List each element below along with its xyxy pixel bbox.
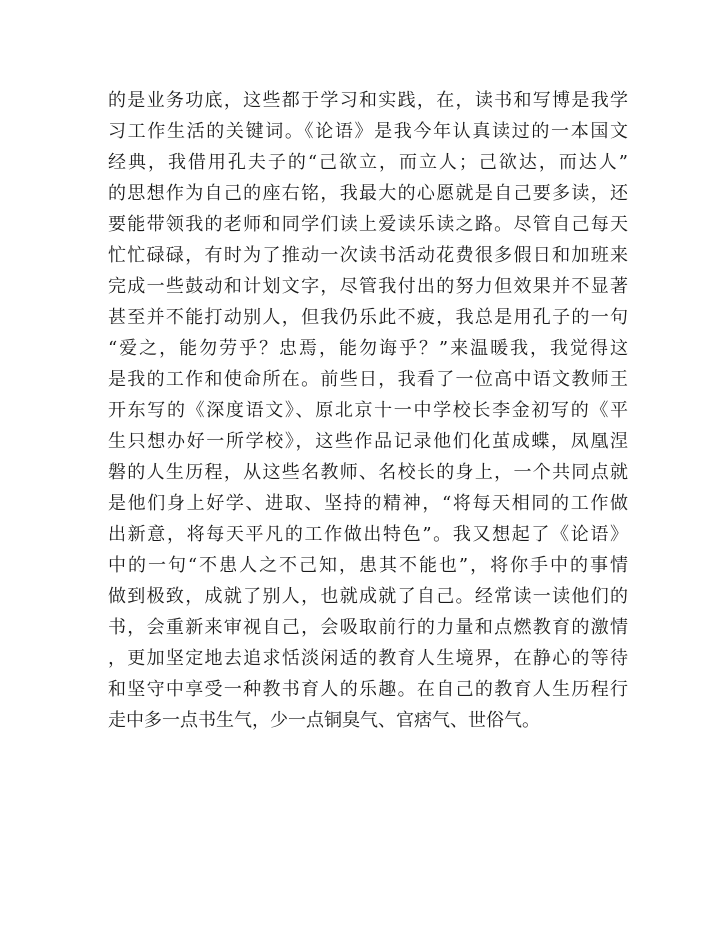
- text-line: 书，会重新来审视自己，会吸取前行的力量和点燃教育的激情: [108, 617, 628, 638]
- body-paragraph: [108, 85, 628, 736]
- text-line: 的思想作为自己的座右铭，我最大的心愿就是自己要多读，还: [108, 183, 628, 204]
- text-line: 生只想办好一所学校》，这些作品记录他们化茧成蝶，凤凰涅: [108, 431, 628, 452]
- text-line: 的是业务功底，这些都于学习和实践，在，读书和写博是我学: [108, 90, 628, 111]
- text-line: “爱之，能勿劳乎？忠焉，能勿诲乎？”来温暖我，我觉得这: [108, 338, 628, 359]
- text-line: 做到极致，成就了别人，也就成就了自己。经常读一读他们的: [108, 586, 628, 607]
- text-line: 是我的工作和使命所在。前些日，我看了一位高中语文教师王: [108, 369, 628, 390]
- text-line: 完成一些鼓动和计划文字，尽管我付出的努力但效果并不显著: [108, 276, 628, 297]
- text-line: 甚至并不能打动别人，但我仍乐此不疲，我总是用孔子的一句: [108, 307, 628, 328]
- text-line: 磐的人生历程，从这些名教师、名校长的身上，一个共同点就: [108, 462, 628, 483]
- text-line: 走中多一点书生气，少一点铜臭气、官痞气、世俗气。: [108, 710, 540, 731]
- text-line: 和坚守中享受一种教书育人的乐趣。在自己的教育人生历程行: [108, 679, 628, 700]
- text-line: 是他们身上好学、进取、坚持的精神，“将每天相同的工作做: [108, 493, 628, 514]
- text-line: 出新意，将每天平凡的工作做出特色”。我又想起了《论语》: [108, 524, 628, 545]
- text-line: 忙忙碌碌，有时为了推动一次读书活动花费很多假日和加班来: [108, 245, 628, 266]
- text-line: 经典，我借用孔夫子的“己欲立，而立人；己欲达，而达人”: [108, 152, 628, 173]
- text-line: ，更加坚定地去追求恬淡闲适的教育人生境界，在静心的等待: [108, 648, 628, 669]
- text-line: 中的一句“不患人之不己知，患其不能也”，将你手中的事情: [108, 555, 628, 576]
- text-line: 开东写的《深度语文》、原北京十一中学校长李金初写的《平: [108, 400, 628, 421]
- text-line: 习工作生活的关键词。《论语》是我今年认真读过的一本国文: [108, 121, 628, 142]
- text-line: 要能带领我的老师和同学们读上爱读乐读之路。尽管自己每天: [108, 214, 628, 235]
